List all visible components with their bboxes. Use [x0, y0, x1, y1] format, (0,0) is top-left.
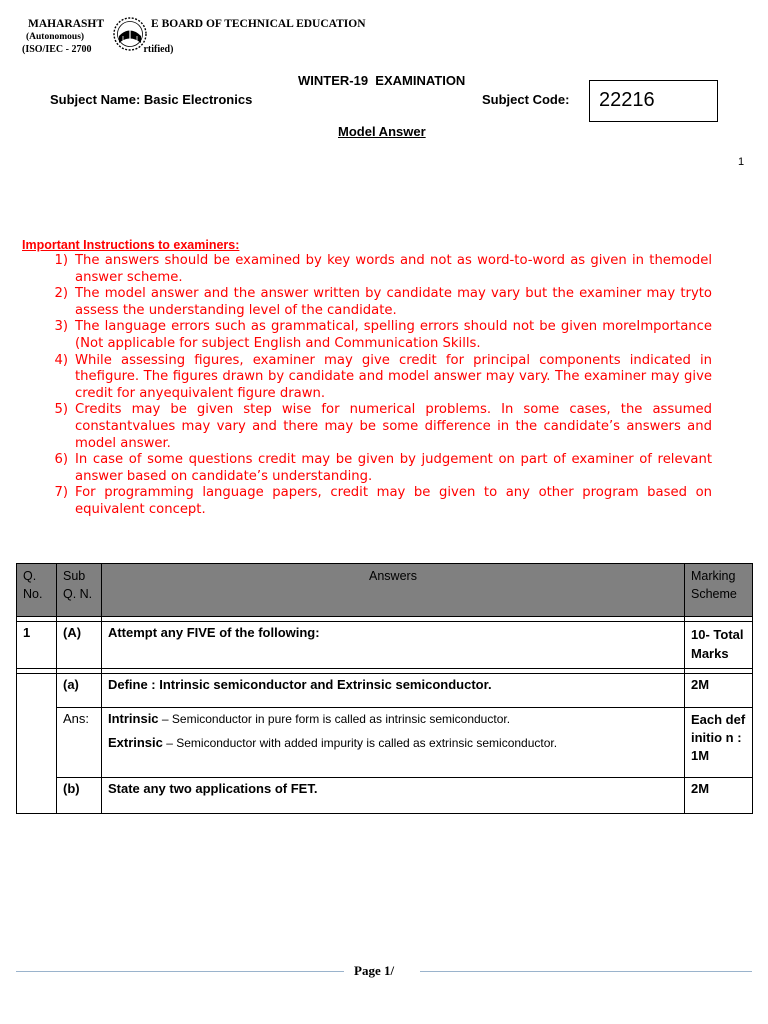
instruction-item: 3) The language errors such as grammatical, spelling errors should not be given moreImportance (Not applicable for subject English and Communication Skills.	[54, 319, 712, 351]
instructions-title: Important Instructions to examiners:	[22, 238, 240, 252]
instruction-item: 7) For programming language papers, credit may be given to any other program based on equivalent concept.	[54, 485, 712, 517]
answer-text: Intrinsic – Semiconductor in pure form is called as intrinsic semiconductor. Extrinsic – Semiconductor with added impurity is called as extrinsic semiconductor.	[101, 708, 684, 778]
header-sub-q: Sub Q. N.	[56, 564, 101, 617]
table-row	[17, 778, 753, 814]
instruction-item: 6) In case of some questions credit may be given by judgement on part of examiner of relevant answer based on candidate’s understanding.	[54, 452, 712, 484]
table-row	[17, 708, 753, 778]
org-iso-line: (ISO/IEC - 2700 rtified)	[22, 44, 174, 55]
question-text: State any two applications of FET.	[101, 778, 684, 814]
header-marking-scheme: Marking Scheme	[685, 564, 753, 617]
marks: Each definitio n : 1M	[685, 708, 753, 778]
instruction-item: 4) While assessing figures, examiner may give credit for principal components indicated in thefigure. The figures drawn by candidate and model answer may vary. The examiner may give credit for anyequivalent figure drawn.	[54, 352, 712, 401]
marks: 2M	[685, 674, 753, 708]
table-row	[17, 622, 753, 669]
footer-rule-left	[16, 971, 344, 972]
header-q-no: Q. No.	[17, 564, 57, 617]
marks: 10- Total Marks	[685, 622, 753, 669]
org-name-line: MAHARASHT E BOARD OF TECHNICAL EDUCATION	[28, 18, 366, 30]
answers-table	[16, 563, 753, 814]
subject-code-label: Subject Code:	[482, 92, 570, 107]
sub-question: (a)	[56, 674, 101, 708]
instruction-item: 1) The answers should be examined by key words and not as word-to-word as given in themodel answer scheme.	[54, 253, 712, 285]
sub-question: (b)	[56, 778, 101, 814]
page-number-top: 1	[738, 156, 745, 168]
question-number: 1	[17, 622, 57, 669]
header-answers: Answers	[101, 564, 684, 617]
table-header-row	[17, 564, 753, 617]
subject-name: Subject Name: Basic Electronics	[50, 92, 253, 107]
sub-question: (A)	[56, 622, 101, 669]
question-text: Attempt any FIVE of the following:	[101, 622, 684, 669]
subject-code-box: 22216	[589, 80, 718, 122]
instruction-item: 2) The model answer and the answer written by candidate may vary but the examiner may tryto assess the understanding level of the candidate.	[54, 286, 712, 318]
board-logo-icon	[111, 16, 149, 52]
instructions-list	[22, 253, 712, 519]
instruction-item: 5) Credits may be given step wise for numerical problems. In some cases, the assumed constantvalues may vary and there may be some difference in the candidate’s answers and model answer.	[54, 402, 712, 451]
answer-label: Ans:	[56, 708, 101, 778]
model-answer-heading: Model Answer	[338, 124, 426, 139]
org-autonomous-line: (Autonomous)	[26, 32, 85, 42]
marks: 2M	[685, 778, 753, 814]
empty-cell	[17, 674, 57, 814]
exam-title: WINTER-19 EXAMINATION	[298, 73, 466, 88]
table-row	[17, 674, 753, 708]
footer-rule-right	[420, 971, 752, 972]
question-text: Define : Intrinsic semiconductor and Extrinsic semiconductor.	[101, 674, 684, 708]
footer-page-number: Page 1/	[354, 963, 395, 978]
